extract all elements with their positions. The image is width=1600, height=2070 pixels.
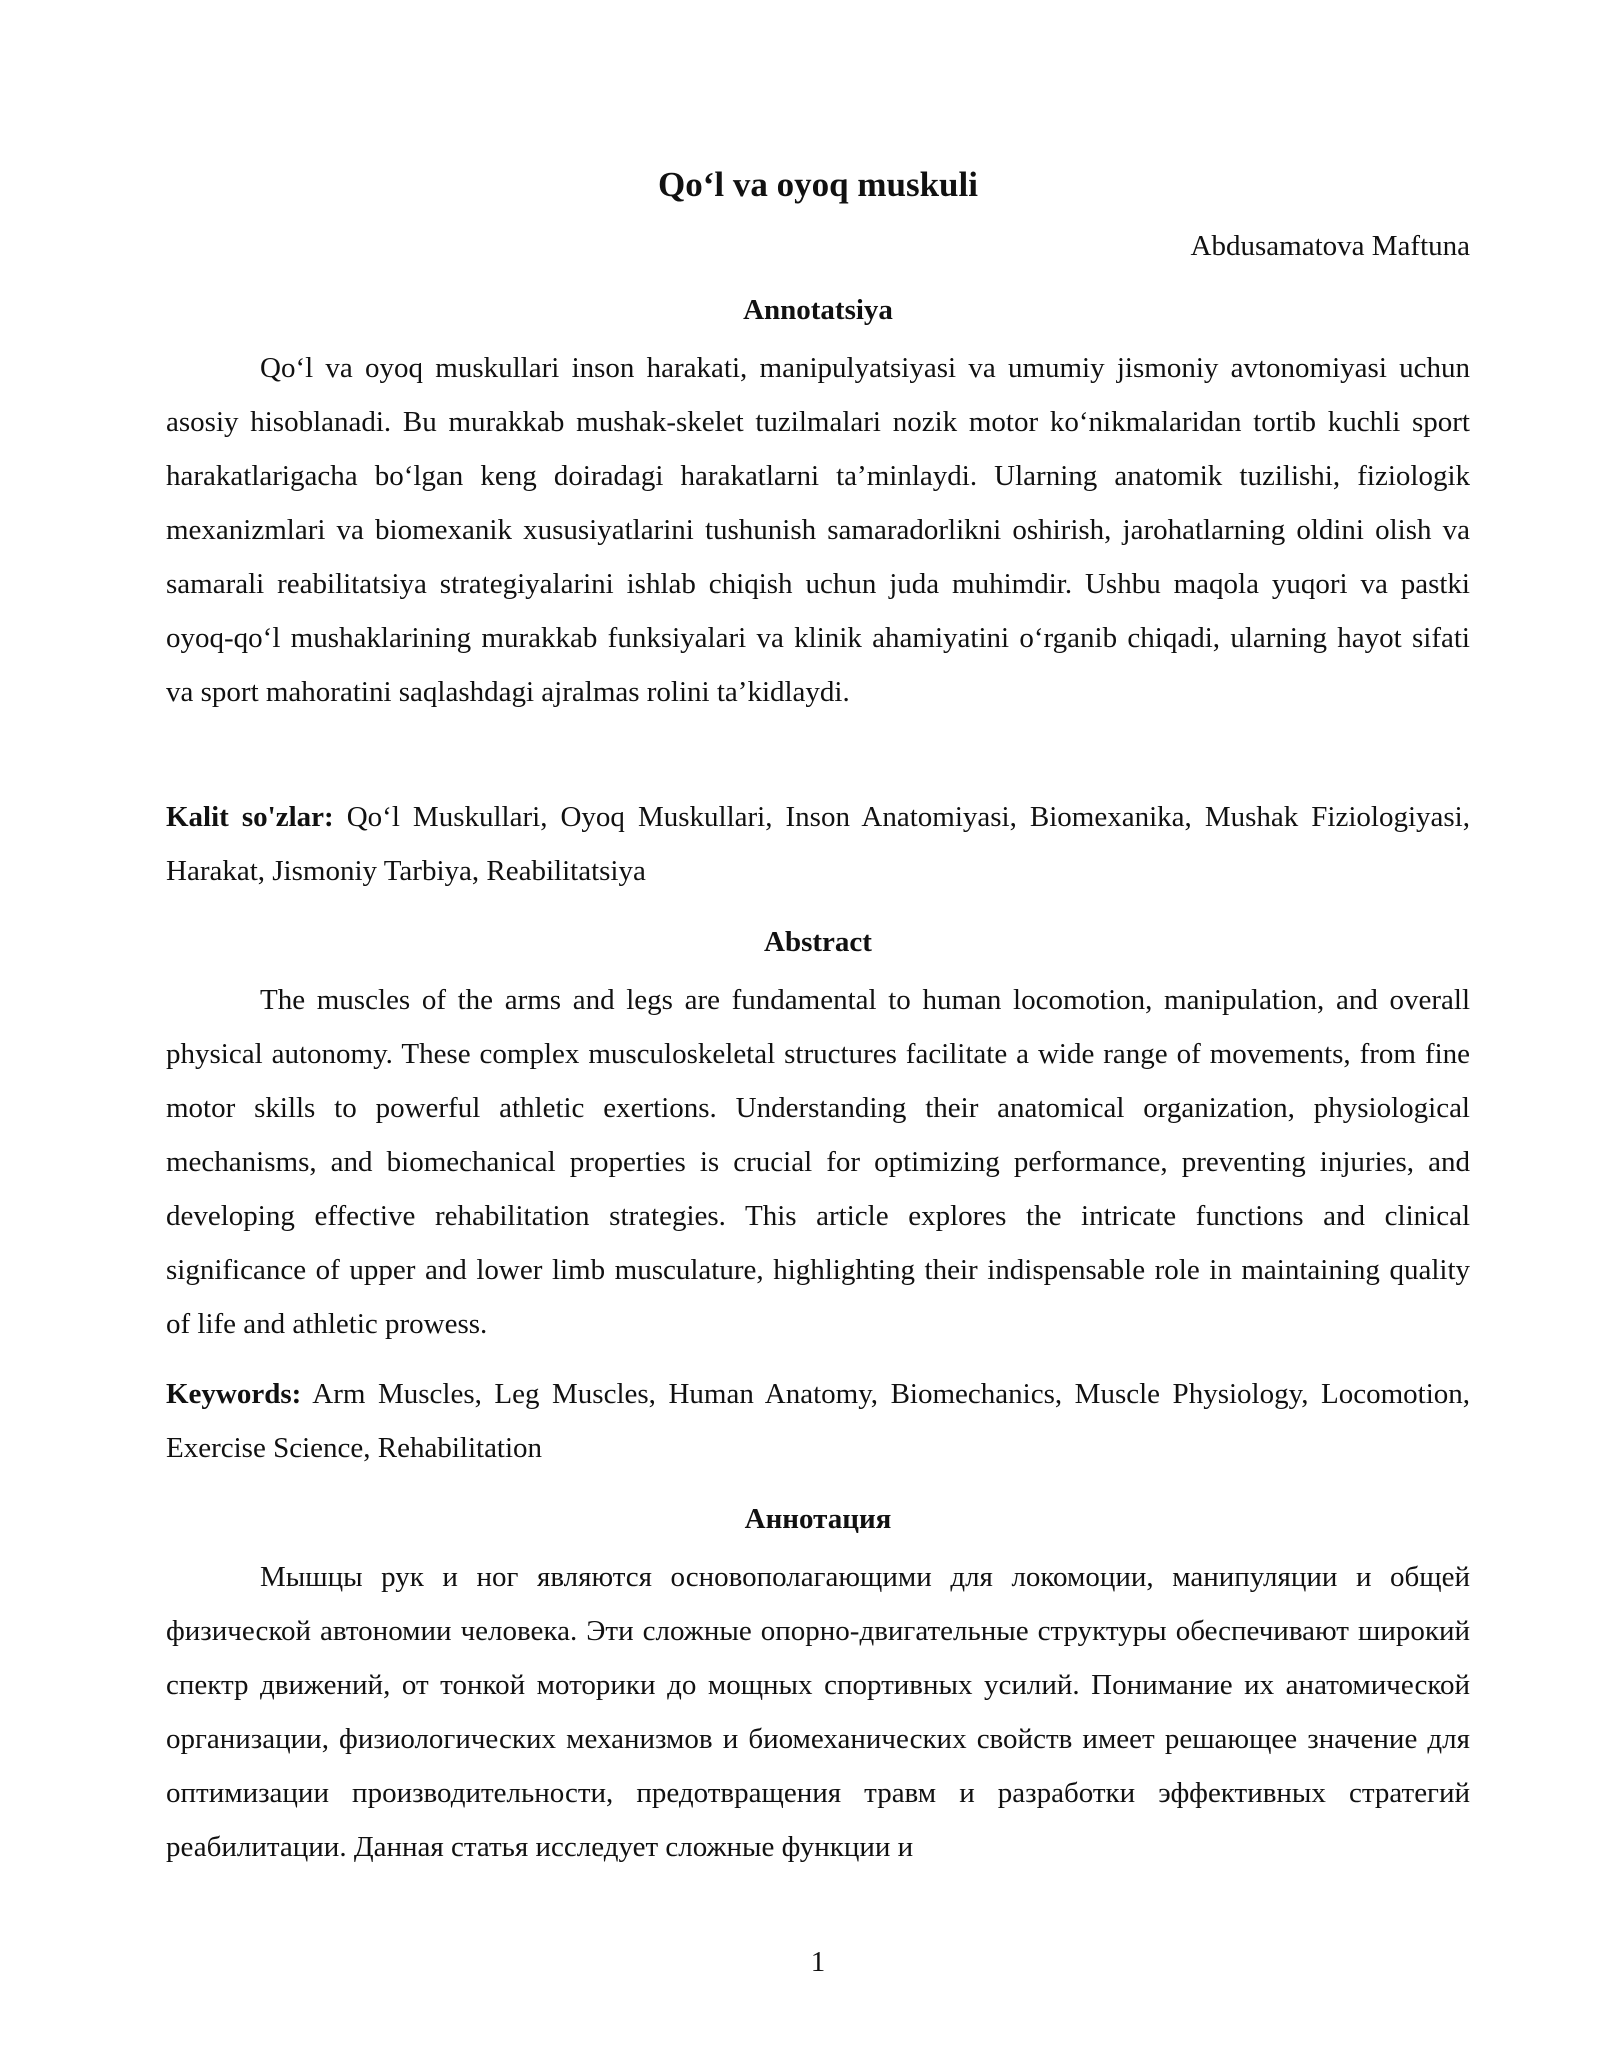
annotatsiya-ru-heading: Аннотация	[744, 1503, 892, 1535]
annotatsiya-ru-paragraph: Мышцы рук и ног являются основополагающими для локомоции, манипуляции и общей физической автономии человека. Эти сложные опорно-двигательные структуры обеспечивают широкий спектр движений, от тонкой моторики до мощных спортивных усилий. Понимание их анатомической организации, физиологических механизмов и биомеханических свойств имеет решающее значение для оптимизации производительности, предотвращения травм и разработки эффективных стратегий реабилитации. Данная статья исследует сложные функции и	[166, 1561, 1470, 1863]
author-name: Abdusamatova Maftuna	[1190, 230, 1470, 262]
page-number: 1	[810, 1946, 826, 1978]
paper-title: Qo‘l va oyoq muskuli	[658, 165, 978, 204]
annotatsiya-keywords-label: Kalit so'zlar:	[166, 801, 334, 833]
abstract-keywords-text: Arm Muscles, Leg Muscles, Human Anatomy, Biomechanics, Muscle Physiology, Locomotion, Exercise Science, Rehabilitation	[166, 1378, 1470, 1464]
abstract-keywords	[166, 1367, 1470, 1475]
abstract-keywords-label: Keywords:	[166, 1378, 302, 1410]
abstract-heading: Abstract	[764, 926, 872, 958]
annotatsiya-heading: Annotatsiya	[743, 294, 893, 326]
annotatsiya-keywords	[166, 790, 1470, 898]
annotatsiya-paragraph: Qo‘l va oyoq muskullari inson harakati, manipulyatsiyasi va umumiy jismoniy avtonomiyasi uchun asosiy hisoblanadi. Bu murakkab mushak-skelet tuzilmalari nozik motor ko‘nikmalaridan tortib kuchli sport harakatlarigacha bo‘lgan keng doiradagi harakatlarni ta’minlaydi. Ularning anatomik tuzilishi, fiziologik mexanizmlari va biomexanik xususiyatlarini tushunish samaradorlikni oshirish, jarohatlarning oldini olish va samarali reabilitatsiya strategiyalarini ishlab chiqish uchun juda muhimdir. Ushbu maqola yuqori va pastki oyoq-qo‘l mushaklarining murakkab funksiyalari va klinik ahamiyatini o‘rganib chiqadi, ularning hayot sifati va sport mahoratini saqlashdagi ajralmas rolini ta’kidlaydi.	[166, 352, 1470, 708]
abstract-paragraph: The muscles of the arms and legs are fundamental to human locomotion, manipulation, and overall physical autonomy. These complex musculoskeletal structures facilitate a wide range of movements, from fine motor skills to powerful athletic exertions. Understanding their anatomical organization, physiological mechanisms, and biomechanical properties is crucial for optimizing performance, preventing injuries, and developing effective rehabilitation strategies. This article explores the intricate functions and clinical significance of upper and lower limb musculature, highlighting their indispensable role in maintaining quality of life and athletic prowess.	[166, 984, 1470, 1340]
annotatsiya-keywords-text: Qo‘l Muskullari, Oyoq Muskullari, Inson Anatomiyasi, Biomexanika, Mushak Fiziologiyasi, Harakat, Jismoniy Tarbiya, Reabilitatsiya	[166, 801, 1470, 887]
